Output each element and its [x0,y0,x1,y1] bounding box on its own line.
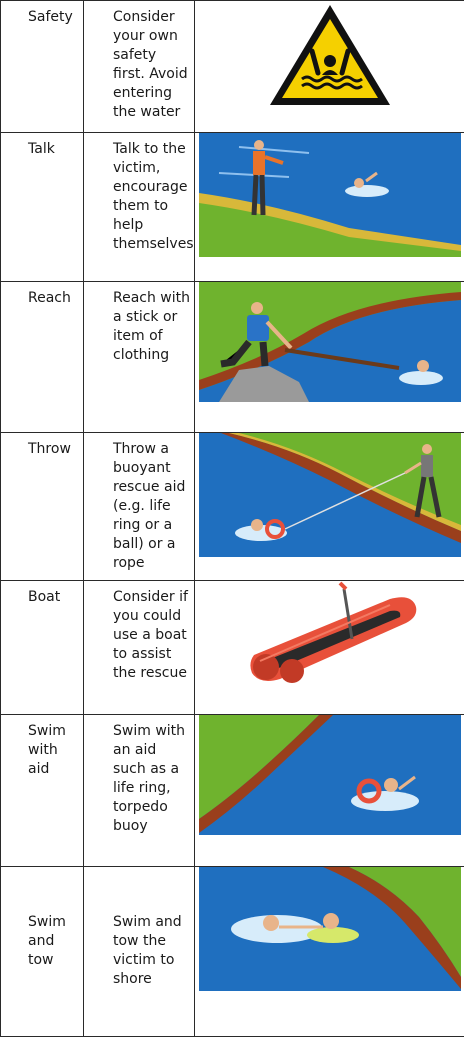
step-image-cell [195,867,464,1037]
step-description-cell [84,581,195,715]
step-label: Safety [28,9,73,25]
step-description: Swim and tow the victim to shore [113,914,182,987]
table-row-swim-with-aid [1,715,464,867]
step-label-cell [1,1,84,133]
step-description: Throw a buoyant rescue aid (e.g. life ring or a ball) or a rope [113,441,186,571]
drowning-warning-sign-icon [195,1,464,109]
table-row-safety [1,1,464,133]
step-label-cell [1,282,84,433]
step-label-cell [1,133,84,282]
step-description-cell [84,282,195,433]
step-image-cell [195,581,464,715]
step-description: Consider if you could use a boat to assist the rescue [113,589,188,681]
step-label: Swim with aid [28,723,66,777]
step-label-cell [1,433,84,581]
step-label: Talk [28,141,55,157]
table-row-reach [1,282,464,433]
swim-with-life-ring-illustration-icon [195,715,464,835]
step-description-cell [84,867,195,1037]
inflatable-boat-illustration-icon [195,581,464,685]
swim-and-tow-illustration-icon [195,867,464,991]
step-label: Boat [28,589,61,605]
table-row-talk [1,133,464,282]
throw-rope-illustration-icon [195,433,464,557]
step-label: Swim and tow [28,914,66,968]
table-row-swim-and-tow [1,867,464,1037]
step-description: Talk to the victim, encourage them to help themselves [113,141,194,252]
step-description: Reach with a stick or item of clothing [113,290,191,363]
table-row-throw [1,433,464,581]
table-row-boat [1,581,464,715]
step-description-cell [84,133,195,282]
reach-with-stick-illustration-icon [195,282,464,402]
step-image-cell [195,715,464,867]
step-label-cell [1,581,84,715]
talk-to-victim-illustration-icon [195,133,464,257]
step-image-cell [195,1,464,133]
step-label-cell [1,715,84,867]
step-label-cell [1,867,84,1037]
step-image-cell [195,133,464,282]
step-image-cell [195,433,464,581]
step-description-cell [84,1,195,133]
step-description: Consider your own safety first. Avoid entering the water [113,9,188,120]
step-label: Reach [28,290,71,306]
step-description-cell [84,433,195,581]
step-description: Swim with an aid such as a life ring, torpedo buoy [113,723,186,834]
step-description-cell [84,715,195,867]
step-label: Throw [28,441,71,457]
step-image-cell [195,282,464,433]
